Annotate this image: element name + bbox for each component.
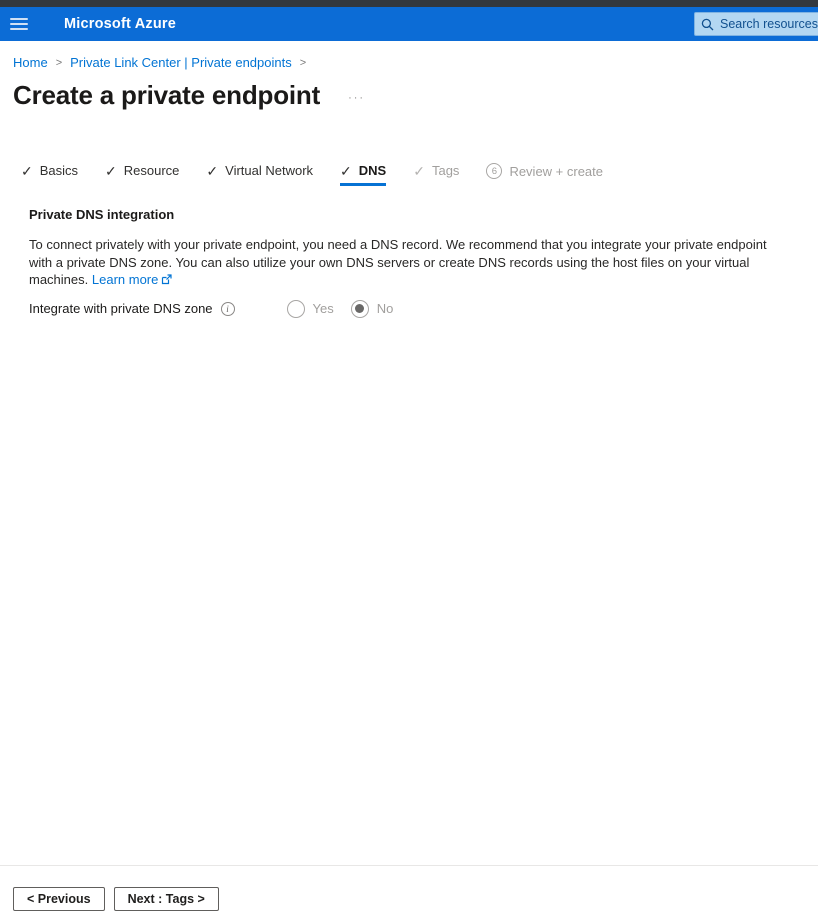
integrate-dns-row — [29, 300, 818, 318]
step-number-badge: 6 — [486, 163, 502, 179]
wizard-tabs — [21, 163, 818, 187]
tab-dns[interactable] — [340, 163, 386, 186]
check-icon: ✓ — [340, 162, 352, 179]
learn-more-label: Learn more — [91, 272, 159, 287]
info-icon[interactable]: i — [221, 302, 235, 316]
radio-yes[interactable] — [287, 300, 334, 318]
check-icon: ✓ — [413, 162, 425, 179]
footer-buttons — [13, 887, 818, 921]
tab-label: Tags — [431, 163, 460, 178]
radio-no-circle — [351, 300, 369, 318]
azure-header-bar — [0, 7, 818, 41]
check-icon: ✓ — [21, 162, 33, 179]
wizard-footer — [0, 865, 818, 921]
breadcrumb-separator: > — [299, 56, 307, 69]
window-top-strip — [0, 0, 818, 7]
tab-tags[interactable] — [413, 163, 459, 186]
radio-yes-label: Yes — [312, 301, 334, 316]
check-icon: ✓ — [206, 162, 219, 179]
breadcrumb — [13, 55, 818, 70]
product-name[interactable]: Microsoft Azure — [64, 16, 177, 32]
check-icon: ✓ — [105, 162, 117, 179]
tab-virtual-network[interactable] — [206, 163, 313, 186]
title-row — [13, 80, 818, 111]
radio-no[interactable] — [351, 300, 394, 318]
breadcrumb-separator: > — [55, 56, 63, 69]
page-title: Create a private endpoint — [13, 80, 321, 110]
integrate-dns-radio-group — [287, 300, 394, 318]
radio-no-label: No — [376, 301, 394, 316]
tab-label: DNS — [358, 163, 387, 178]
hamburger-menu-icon[interactable] — [10, 18, 28, 30]
footer-divider — [0, 865, 818, 866]
tab-label: Resource — [123, 163, 180, 178]
radio-yes-circle — [287, 300, 305, 318]
tab-label: Review + create — [509, 163, 604, 179]
search-input[interactable] — [720, 17, 818, 31]
next-tags-button[interactable]: Next : Tags > — [114, 887, 219, 911]
breadcrumb-home-link[interactable]: Home — [13, 55, 48, 70]
dns-description — [29, 236, 771, 289]
tab-label: Basics — [39, 163, 79, 178]
dns-description-text: To connect privately with your private endpoint, you need a DNS record. We recommend that you integrate your private endpoint with a private DNS zone. You can also utilize your own DNS servers or create DNS records using the host files on your virtual machines. — [29, 237, 767, 287]
section-heading: Private DNS integration — [29, 207, 175, 222]
external-link-icon — [161, 274, 172, 285]
tab-resource[interactable] — [105, 163, 179, 186]
search-icon — [701, 18, 714, 31]
more-actions-button[interactable]: ··· — [348, 92, 366, 104]
learn-more-link[interactable] — [92, 272, 172, 287]
tab-label: Virtual Network — [225, 163, 314, 178]
tab-review-create[interactable] — [486, 163, 603, 187]
previous-button[interactable]: < Previous — [13, 887, 105, 911]
tab-basics[interactable] — [21, 163, 78, 186]
breadcrumb-private-link-center-link[interactable]: Private Link Center | Private endpoints — [70, 55, 292, 70]
integrate-dns-label: Integrate with private DNS zone — [29, 301, 213, 316]
global-search-box[interactable] — [694, 12, 818, 36]
